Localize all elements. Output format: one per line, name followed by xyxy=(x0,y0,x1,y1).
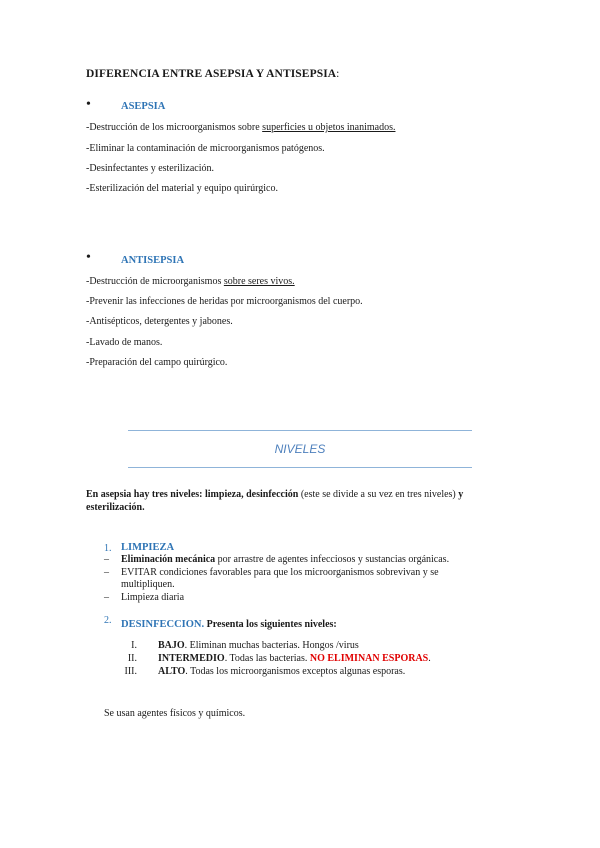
limpieza-item-1 xyxy=(121,554,449,566)
asepsia-line-4: -Esterilización del material y equipo quirúrgico. xyxy=(86,183,278,194)
level-1-text xyxy=(158,640,359,652)
asepsia-line-1-underlined: superficies u objetos inanimados. xyxy=(262,122,396,133)
antisepsia-line-4: -Lavado de manos. xyxy=(86,337,163,348)
closing-line: Se usan agentes físicos y químicos. xyxy=(104,708,246,719)
level-1-desc: . Eliminan muchas bacterias. Hongos /virus xyxy=(184,640,359,651)
asepsia-line-2: -Eliminar la contaminación de microorganismos patógenos. xyxy=(86,143,325,154)
niveles-intro xyxy=(86,488,516,514)
level-3-name: ALTO xyxy=(158,666,186,677)
limpieza-item-2-line-1: EVITAR condiciones favorables para que los microorganismos sobrevivan y se xyxy=(121,567,439,578)
level-2-desc: . Todas las bacterias. xyxy=(224,653,310,664)
title-text: DIFERENCIA ENTRE ASEPSIA Y ANTISEPSIA xyxy=(86,68,337,80)
antisepsia-line-5: -Preparación del campo quirúrgico. xyxy=(86,357,228,368)
desinfeccion-heading-rest: Presenta los siguientes niveles: xyxy=(204,619,337,630)
level-2-numeral: II. xyxy=(127,653,137,664)
level-1-name: BAJO xyxy=(158,640,185,651)
antisepsia-line-1 xyxy=(86,276,295,287)
desinfeccion-heading-line xyxy=(121,614,337,632)
desinfeccion-heading: DESINFECCION. xyxy=(121,619,205,630)
limpieza-dash-3: – xyxy=(104,592,109,603)
niveles-heading: NIVELES xyxy=(274,442,326,456)
limpieza-heading: LIMPIEZA xyxy=(121,542,175,553)
asepsia-line-1-text: -Destrucción de los microorganismos sobre xyxy=(86,122,263,133)
level-2-name: INTERMEDIO xyxy=(158,653,225,664)
level-3-desc: . Todas los microorganismos exceptos algunas esporas. xyxy=(185,666,406,677)
level-1-numeral: I. xyxy=(131,640,137,651)
asepsia-line-1 xyxy=(86,122,395,133)
level-3-numeral: III. xyxy=(124,666,137,677)
asepsia-line-3: -Desinfectantes y esterilización. xyxy=(86,163,214,174)
level-2-tail: . xyxy=(428,653,431,664)
antisepsia-line-3: -Antisépticos, detergentes y jabones. xyxy=(86,316,233,327)
intro-normal-mid: (este se divide a su vez en tres niveles) xyxy=(298,489,459,500)
bullet-icon: • xyxy=(86,97,91,112)
antisepsia-line-2: -Prevenir las infecciones de heridas por microorganismos del cuerpo. xyxy=(86,296,363,307)
level-3-text xyxy=(158,666,405,678)
limpieza-item-3: Limpieza diaria xyxy=(121,592,185,603)
antisepsia-line-1-text: -Destrucción de microorganismos xyxy=(86,276,224,287)
limpieza-item-1-bold: Eliminación mecánica xyxy=(121,554,216,565)
niveles-bottom-rule xyxy=(128,467,472,468)
niveles-top-rule xyxy=(128,430,472,431)
limpieza-item-2-line-2: multipliquen. xyxy=(121,579,175,590)
limpieza-dash-1: – xyxy=(104,554,109,565)
level-2-warning: NO ELIMINAN ESPORAS xyxy=(309,653,429,664)
antisepsia-heading: ANTISEPSIA xyxy=(121,255,185,266)
intro-bold-start: En asepsia hay tres niveles: limpieza, desinfección xyxy=(86,489,299,500)
asepsia-heading: ASEPSIA xyxy=(121,101,166,112)
level-2-text xyxy=(158,653,431,665)
antisepsia-line-1-underlined: sobre seres vivos. xyxy=(223,276,295,287)
desinfeccion-number: 2. xyxy=(104,615,112,626)
bullet-icon: • xyxy=(86,250,91,265)
intro-bold-end: y esterilización. xyxy=(86,489,464,513)
limpieza-number: 1. xyxy=(104,543,112,554)
limpieza-dash-2: – xyxy=(104,567,109,578)
document-title xyxy=(86,68,339,80)
limpieza-item-1-rest: por arrastre de agentes infecciosos y sustancias orgánicas. xyxy=(215,554,450,565)
title-colon: : xyxy=(336,68,340,80)
